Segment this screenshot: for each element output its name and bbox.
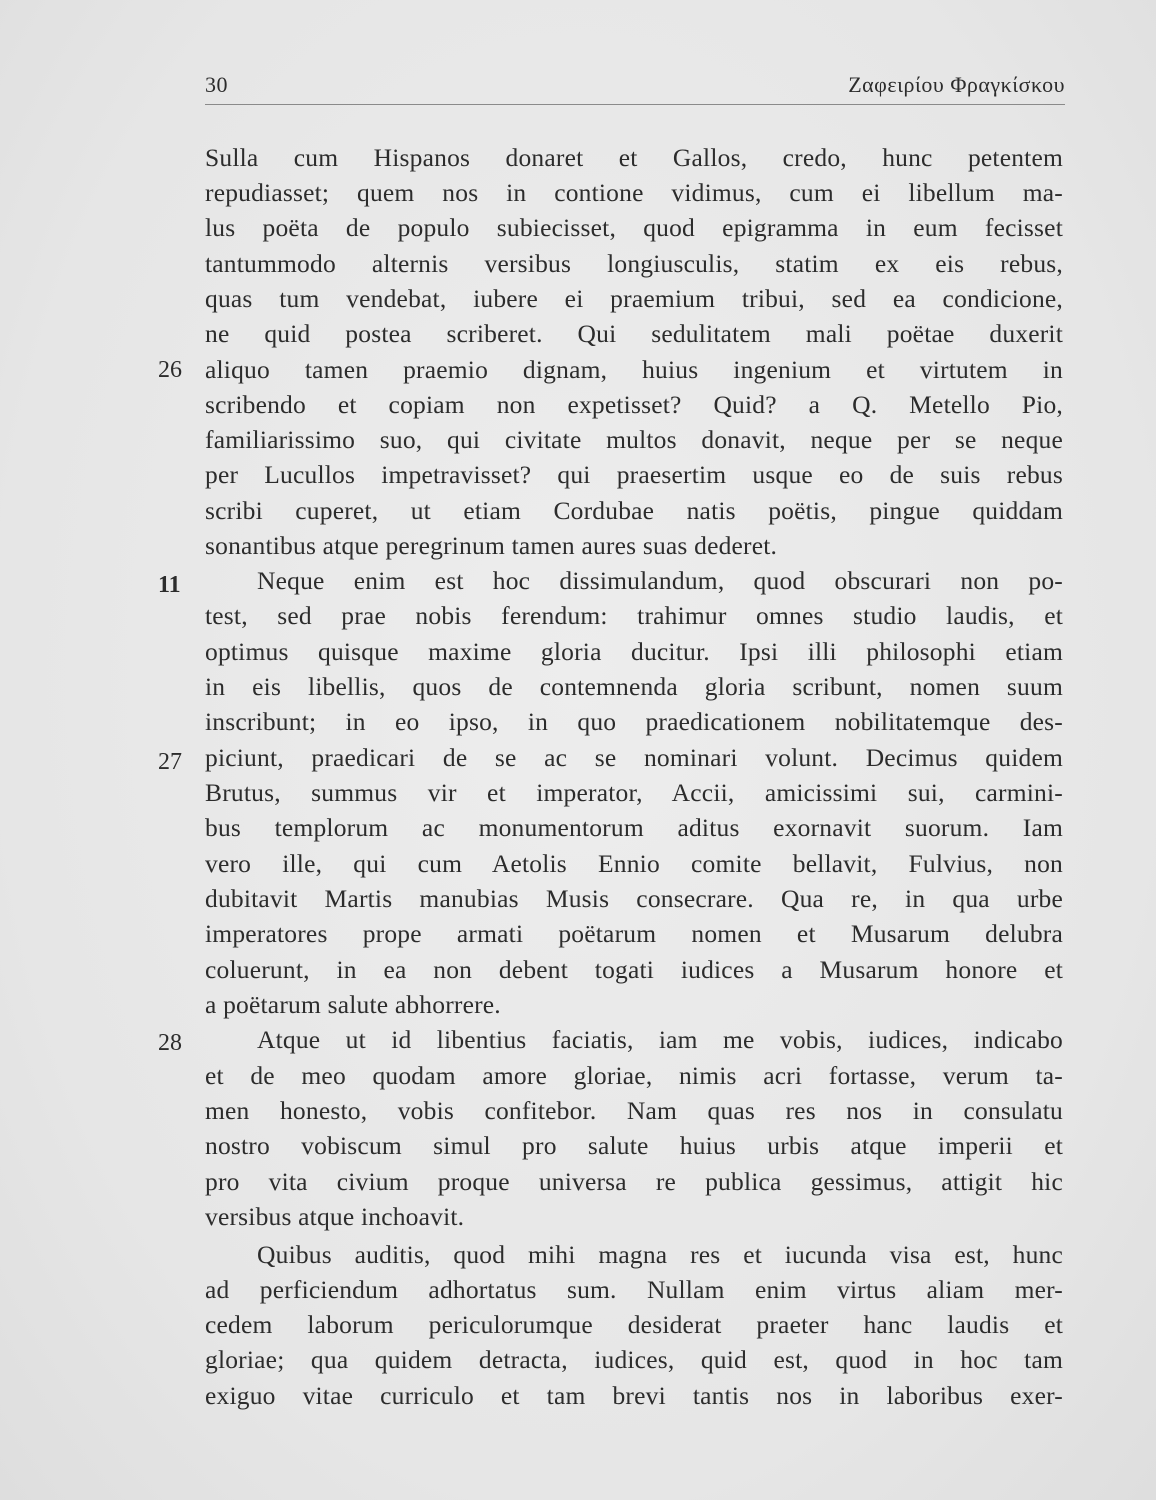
text-line: optimus quisque maxime gloria ducitur. Ipsi illi philosophi etiam (205, 637, 1063, 666)
margin-number: 27 (158, 749, 182, 775)
text-line: in eis libellis, quos de contemnenda gloria scribunt, nomen suum (205, 672, 1063, 701)
text-line: dubitavit Martis manubias Musis consecrare. Qua re, in qua urbe (205, 884, 1063, 913)
text-line: a poëtarum salute abhorrere. (205, 990, 501, 1019)
text-line: nostro vobiscum simul pro salute huius urbis atque imperii et (205, 1131, 1063, 1160)
margin-number: 11 (158, 572, 181, 598)
text-line: imperatores prope armati poëtarum nomen et Musarum delubra (205, 919, 1063, 948)
text-line: scribi cuperet, ut etiam Cordubae natis poëtis, pingue quiddam (205, 496, 1063, 525)
text-line: lus poëta de populo subiecisset, quod epigramma in eum fecisset (205, 213, 1063, 242)
text-line: ad perficiendum adhortatus sum. Nullam enim virtus aliam mer- (205, 1275, 1063, 1304)
running-head: Ζαφειρίου Φραγκίσκου (848, 72, 1065, 97)
text-line: Neque enim est hoc dissimulandum, quod obscurari non po- (257, 566, 1063, 595)
page-header (205, 68, 1065, 105)
text-line: ne quid postea scriberet. Qui sedulitatem mali poëtae duxerit (205, 319, 1063, 348)
text-line: per Lucullos impetravisset? qui praesertim usque eo de suis rebus (205, 460, 1063, 489)
text-line: Sulla cum Hispanos donaret et Gallos, credo, hunc petentem (205, 143, 1063, 172)
text-line: et de meo quodam amore gloriae, nimis acri fortasse, verum ta- (205, 1061, 1063, 1090)
text-line: coluerunt, in ea non debent togati iudices a Musarum honore et (205, 955, 1063, 984)
text-line: vero ille, qui cum Aetolis Ennio comite bellavit, Fulvius, non (205, 849, 1063, 878)
text-line: repudiasset; quem nos in contione vidimus, cum ei libellum ma- (205, 178, 1063, 207)
text-line: piciunt, praedicari de se ac se nominari volunt. Decimus quidem (205, 743, 1063, 772)
text-line: Quibus auditis, quod mihi magna res et iucunda visa est, hunc (257, 1240, 1063, 1269)
text-line: pro vita civium proque universa re publica gessimus, attigit hic (205, 1167, 1063, 1196)
page-number: 30 (205, 72, 228, 97)
text-line: scribendo et copiam non expetisset? Quid? a Q. Metello Pio, (205, 390, 1063, 419)
text-line: men honesto, vobis confitebor. Nam quas res nos in consulatu (205, 1096, 1063, 1125)
text-line: gloriae; qua quidem detracta, iudices, quid est, quod in hoc tam (205, 1345, 1063, 1374)
text-line: exiguo vitae curriculo et tam brevi tantis nos in laboribus exer- (205, 1381, 1063, 1410)
text-line: Brutus, summus vir et imperator, Accii, amicissimi sui, carmini- (205, 778, 1063, 807)
text-line: test, sed prae nobis ferendum: trahimur omnes studio laudis, et (205, 601, 1063, 630)
text-line: sonantibus atque peregrinum tamen aures suas dederet. (205, 531, 778, 560)
margin-number: 28 (158, 1030, 182, 1056)
text-line: cedem laborum periculorumque desiderat praeter hanc laudis et (205, 1310, 1063, 1339)
text-line: versibus atque inchoavit. (205, 1202, 465, 1231)
text-line: tantummodo alternis versibus longiusculis, statim ex eis rebus, (205, 249, 1063, 278)
text-line: familiarissimo suo, qui civitate multos donavit, neque per se neque (205, 425, 1063, 454)
text-line: quas tum vendebat, iubere ei praemium tribui, sed ea condicione, (205, 284, 1063, 313)
text-line: inscribunt; in eo ipso, in quo praedicationem nobilitatemque des- (205, 707, 1063, 736)
text-line: Atque ut id libentius faciatis, iam me vobis, iudices, indicabo (257, 1025, 1063, 1054)
text-line: aliquo tamen praemio dignam, huius ingenium et virtutem in (205, 355, 1063, 384)
margin-number: 26 (158, 357, 182, 383)
text-line: bus templorum ac monumentorum aditus exornavit suorum. Iam (205, 813, 1063, 842)
